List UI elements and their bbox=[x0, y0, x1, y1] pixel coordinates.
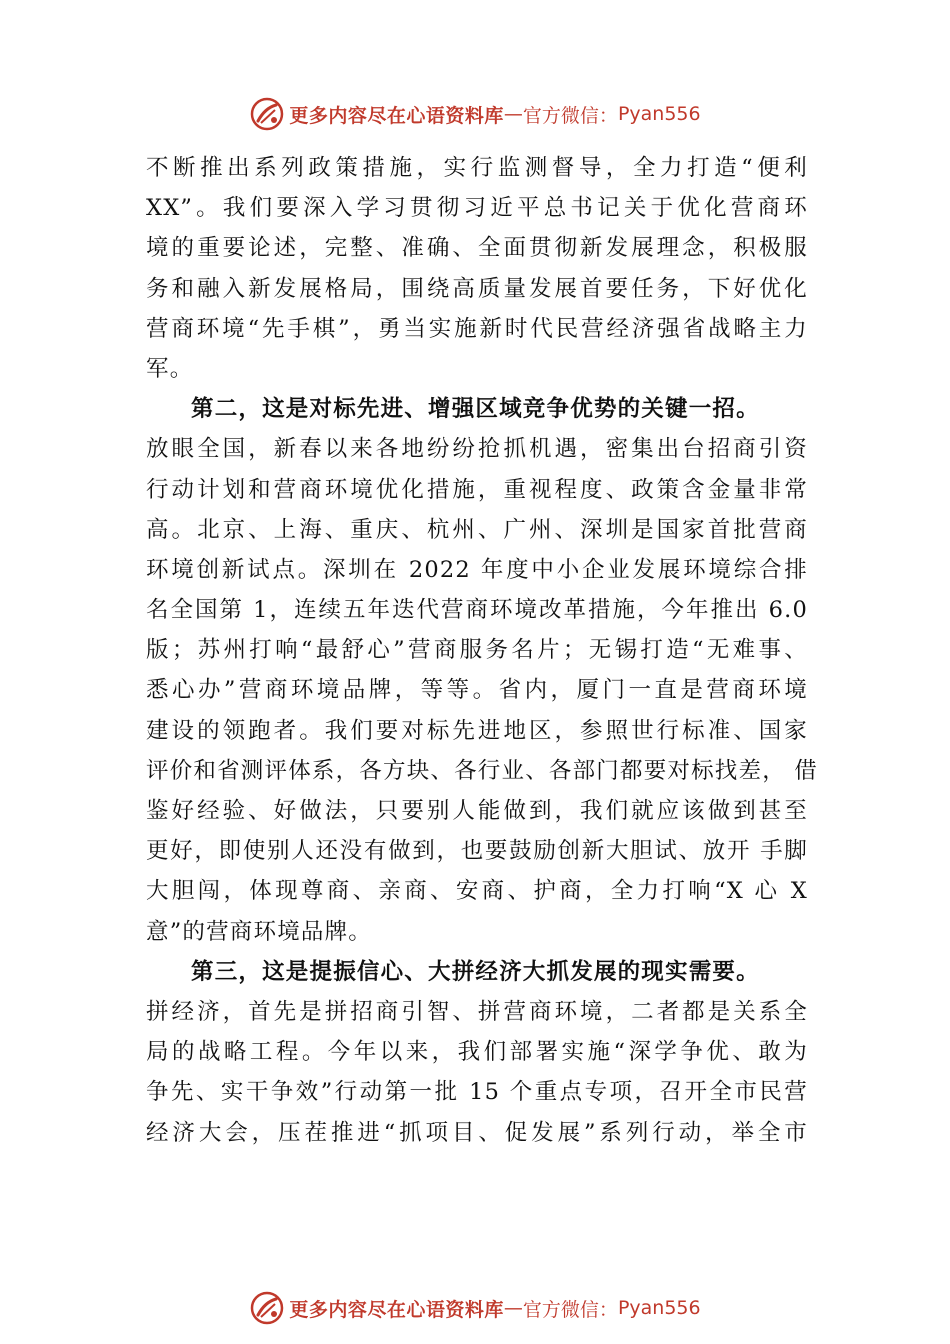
watermark-dash: — bbox=[503, 103, 523, 125]
text-line: 行动计划和营商环境优化措施，重视程度、政策含金量非常 bbox=[146, 476, 808, 503]
watermark-banner-bottom bbox=[0, 1288, 950, 1328]
text-line: 境的重要论述，完整、准确、全面贯彻新发展理念，积极服 bbox=[146, 235, 808, 262]
watermark-wechat-label: 官方微信： bbox=[522, 104, 618, 127]
watermark-banner-top bbox=[0, 94, 950, 134]
text-line: 鉴好经验、好做法，只要别人能做到，我们就应该做到甚至 bbox=[146, 798, 808, 824]
text-line: 悉心办”营商环境品牌，等等。省内，厦门一直是营商环境 bbox=[146, 677, 808, 704]
text-line: 名全国第 1，连续五年迭代营商环境改革措施，今年推出 6.0 bbox=[146, 597, 808, 624]
document-body bbox=[146, 148, 818, 1153]
text-line: 环境创新试点。深圳在 2022 年度中小企业发展环境综合排 bbox=[146, 556, 808, 583]
watermark-dash: — bbox=[503, 1297, 523, 1319]
text-line: XX”。我们要深入学习贯彻习近平总书记关于优化营商环 bbox=[146, 195, 808, 222]
section-heading-2: 第二，这是对标先进、增强区域竞争优势的关键一招。 bbox=[191, 396, 760, 423]
watermark-wechat-label: 官方微信： bbox=[522, 1298, 618, 1321]
brush-seal-icon bbox=[249, 96, 285, 132]
text-line: 意”的营商环境品牌。 bbox=[146, 918, 373, 945]
text-line: 经济大会，压茬推进“抓项目、促发展”系列行动，举全市 bbox=[146, 1119, 808, 1146]
watermark-text: 更多内容尽在心语资料库 bbox=[289, 104, 504, 127]
text-line: 放眼全国，新春以来各地纷纷抢抓机遇，密集出台招商引资 bbox=[146, 436, 808, 463]
text-line: 版；苏州打响“最舒心”营商服务名片；无锡打造“无难事、 bbox=[146, 637, 808, 664]
section-heading-3: 第三，这是提振信心、大拼经济大抓发展的现实需要。 bbox=[191, 958, 760, 985]
text-line: 争先、实干争效”行动第一批 15 个重点专项，召开全市民营 bbox=[146, 1079, 808, 1106]
text-line: 更好，即使别人还没有做到，也要鼓励创新大胆试、放开 手脚 bbox=[146, 838, 808, 865]
watermark-wechat-id: Pyan556 bbox=[617, 1297, 701, 1319]
text-line: 不断推出系列政策措施，实行监测督导，全力打造“便利 bbox=[146, 155, 808, 181]
text-line: 军。 bbox=[146, 355, 194, 382]
text-line: 营商环境“先手棋”，勇当实施新时代民营经济强省战略主力 bbox=[146, 315, 808, 342]
text-line: 拼经济，首先是拼招商引智、拼营商环境，二者都是关系全 bbox=[146, 998, 808, 1025]
text-line: 大胆闯，体现尊商、亲商、安商、护商，全力打响“X 心 X bbox=[146, 878, 808, 905]
brush-seal-icon bbox=[249, 1290, 285, 1326]
watermark-text: 更多内容尽在心语资料库 bbox=[289, 1298, 504, 1321]
watermark-wechat-id: Pyan556 bbox=[617, 103, 701, 125]
text-line: 高。北京、上海、重庆、杭州、广州、深圳是国家首批营商 bbox=[146, 516, 808, 543]
text-line: 评价和省测评体系，各方块、各行业、各部门都要对标找差， 借 bbox=[146, 757, 818, 784]
text-line: 务和融入新发展格局，围绕高质量发展首要任务，下好优化 bbox=[146, 275, 808, 302]
text-line: 局的战略工程。今年以来，我们部署实施“深学争优、敢为 bbox=[146, 1039, 808, 1066]
text-line: 建设的领跑者。我们要对标先进地区，参照世行标准、国家 bbox=[146, 717, 808, 744]
